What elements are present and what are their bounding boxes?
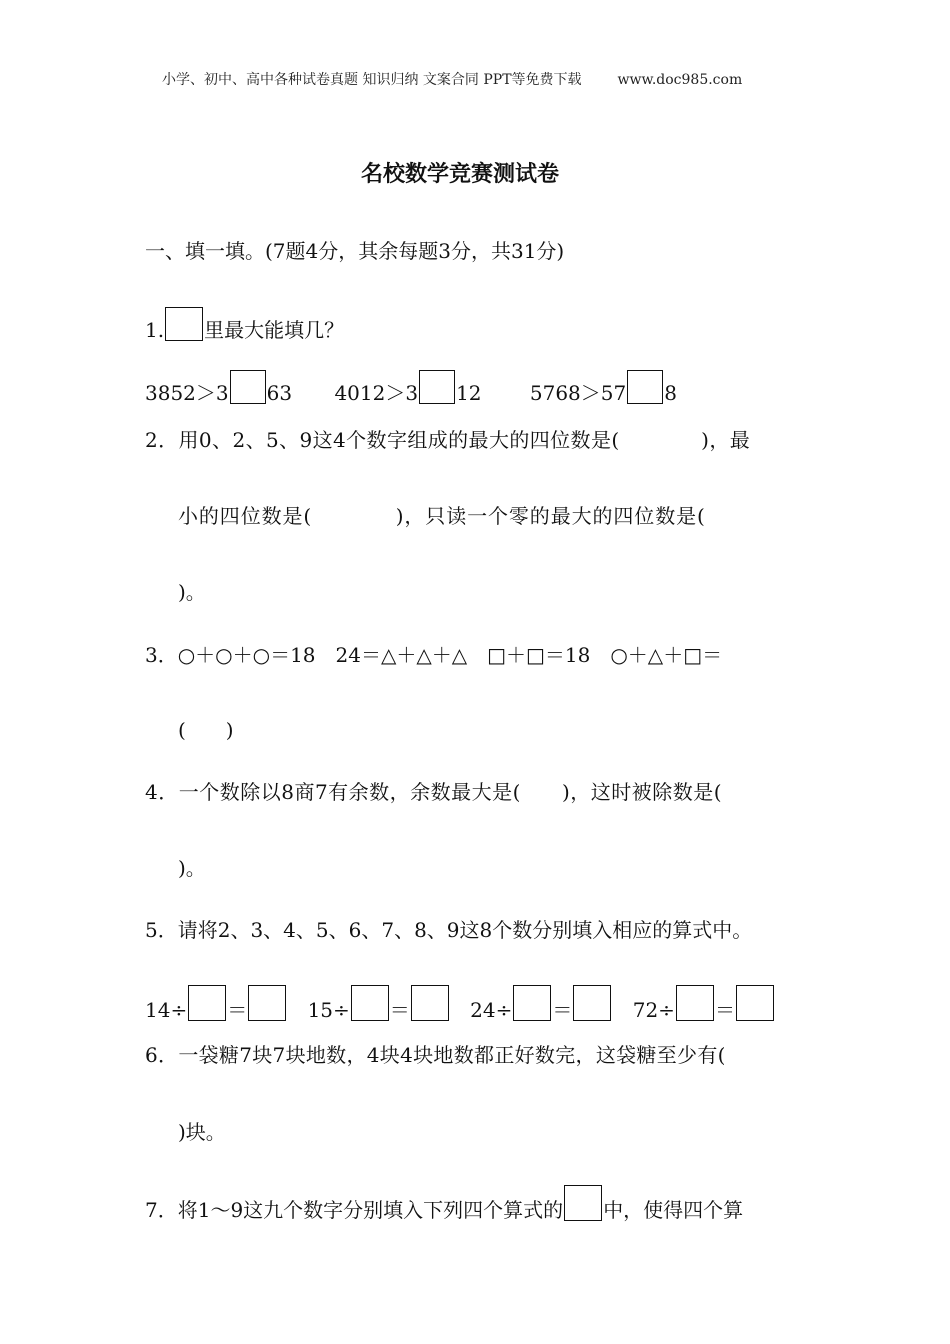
question-7-line1	[145, 1185, 743, 1222]
question-4-line2: )。	[178, 856, 206, 880]
division-item: 24÷ ＝	[470, 985, 612, 1022]
answer-box[interactable]	[351, 985, 389, 1021]
answer-box[interactable]	[230, 370, 266, 404]
answer-box[interactable]	[248, 985, 286, 1021]
question-1-text: 里最大能填几？	[204, 318, 345, 342]
comparison-item: 3852＞3 63	[145, 370, 292, 405]
page-header	[162, 71, 742, 89]
question-1-prompt	[145, 307, 344, 342]
question-5-items	[145, 985, 775, 1022]
division-item: 72÷ ＝	[633, 985, 775, 1022]
question-4-line1: 4．一个数除以8商7有余数，余数最大是( )，这时被除数是(	[145, 780, 723, 804]
answer-box[interactable]	[573, 985, 611, 1021]
header-text: 小学、初中、高中各种试卷真题 知识归纳 文案合同 PPT等免费下载	[162, 72, 582, 88]
answer-box[interactable]	[627, 370, 663, 404]
question-6-line2: )块。	[178, 1120, 226, 1144]
question-2-line1: 2．用0、2、5、9这4个数字组成的最大的四位数是( )，最	[145, 428, 751, 452]
question-1-items	[145, 370, 677, 405]
question-3-line1: 3．○＋○＋○＝18 24＝△＋△＋△ □＋□＝18 ○＋△＋□＝	[145, 643, 723, 667]
answer-box[interactable]	[188, 985, 226, 1021]
question-2-line2: 小的四位数是( )，只读一个零的最大的四位数是(	[178, 504, 706, 528]
answer-box[interactable]	[676, 985, 714, 1021]
answer-box[interactable]	[736, 985, 774, 1021]
answer-box[interactable]	[411, 985, 449, 1021]
question-6-line1: 6．一袋糖7块7块地数，4块4块地数都正好数完，这袋糖至少有(	[145, 1043, 726, 1067]
page-title: 名校数学竞赛测试卷	[361, 162, 560, 187]
question-2-line3: )。	[178, 580, 206, 604]
answer-box[interactable]	[513, 985, 551, 1021]
question-7-text-a: 7．将1～9这九个数字分别填入下列四个算式的	[145, 1198, 564, 1222]
question-5-line1: 5．请将2、3、4、5、6、7、8、9这8个数分别填入相应的算式中。	[145, 918, 753, 942]
comparison-item: 5768＞57 8	[530, 370, 677, 405]
question-1-number: 1.	[145, 318, 165, 342]
division-item: 14÷ ＝	[145, 985, 287, 1022]
answer-box[interactable]	[564, 1185, 602, 1221]
answer-box[interactable]	[419, 370, 455, 404]
answer-box[interactable]	[165, 307, 203, 341]
comparison-item: 4012＞3 12	[334, 370, 481, 405]
question-3-line2: ( )	[178, 718, 234, 742]
question-7-text-b: 中，使得四个算	[603, 1198, 744, 1222]
section-heading: 一、填一填。(7题4分，其余每题3分，共31分)	[145, 239, 565, 263]
header-url: www.doc985.com	[617, 72, 743, 88]
division-item: 15÷ ＝	[308, 985, 450, 1022]
